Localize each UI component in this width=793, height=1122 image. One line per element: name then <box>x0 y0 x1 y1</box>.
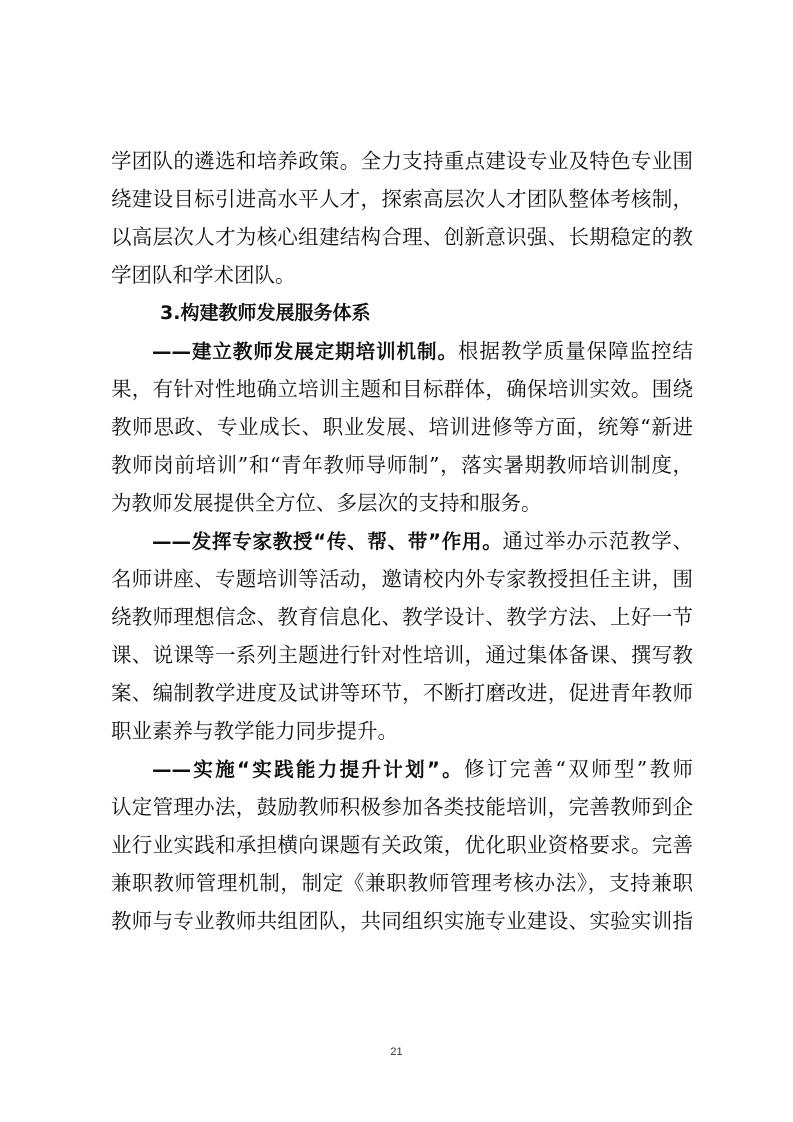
text-run: 根据教学质量保障监控结 <box>457 339 693 363</box>
section-heading: 3.构建教师发展服务体系 <box>160 302 371 324</box>
text-line: 绕建设目标引进高水平人才，探索高层次人才团队整体考核制， <box>111 187 693 211</box>
text-line: 果，有针对性地确立培训主题和目标群体，确保培训实效。围绕 <box>111 377 693 401</box>
text-line: 名师讲座、专题培训等活动，邀请校内外专家教授担任主讲，围 <box>111 567 693 591</box>
text-run: 通过举办示范教学、 <box>502 529 693 553</box>
document-body <box>111 142 693 940</box>
text-line <box>111 750 693 788</box>
text-line <box>111 522 693 560</box>
text-line: 教师与专业教师共组团队，共同组织实施专业建设、实验实训指 <box>111 909 693 933</box>
paragraph-lead-title: ——建立教师发展定期培训机制。 <box>152 340 458 363</box>
paragraph-expert-mentoring <box>111 522 693 750</box>
paragraph-training-mechanism <box>111 332 693 522</box>
text-line: 教师岗前培训”和“青年教师导师制”，落实暑期教师培训制度， <box>111 453 693 477</box>
text-line: 兼职教师管理机制，制定《兼职教师管理考核办法》，支持兼职 <box>111 871 693 895</box>
text-line <box>111 332 693 370</box>
text-line: 案、编制教学进度及试讲等环节，不断打磨改进，促进青年教师 <box>111 681 693 705</box>
text-line: 绕教师理想信念、教育信息化、教学设计、教学方法、上好一节 <box>111 605 693 629</box>
paragraph-lead-title: ——发挥专家教授“传、帮、带”作用。 <box>152 530 503 553</box>
paragraph-lead-title: ——实施“实践能力提升计划”。 <box>152 758 465 781</box>
paragraph-practice-plan <box>111 750 693 940</box>
text-line: 教师思政、专业成长、职业发展、培训进修等方面，统筹“新进 <box>111 415 693 439</box>
text-run: 修订完善“双师型”教师 <box>464 757 693 781</box>
text-line: 为教师发展提供全方位、多层次的支持和服务。 <box>111 491 542 515</box>
text-line: 职业素养与教学能力同步提升。 <box>111 719 398 743</box>
text-line: 业行业实践和承担横向课题有关政策，优化职业资格要求。完善 <box>111 833 693 857</box>
text-line: 以高层次人才为核心组建结构合理、创新意识强、长期稳定的教 <box>111 225 693 249</box>
text-line: 认定管理办法，鼓励教师积极参加各类技能培训，完善教师到企 <box>111 795 693 819</box>
text-line: 课、说课等一系列主题进行针对性培训，通过集体备课、撰写教 <box>111 643 693 667</box>
text-line: 学团队和学术团队。 <box>111 263 296 287</box>
text-line: 学团队的遴选和培养政策。全力支持重点建设专业及特色专业围 <box>111 149 693 173</box>
paragraph-talent-policy <box>111 142 693 294</box>
page-number: 21 <box>390 1046 403 1058</box>
